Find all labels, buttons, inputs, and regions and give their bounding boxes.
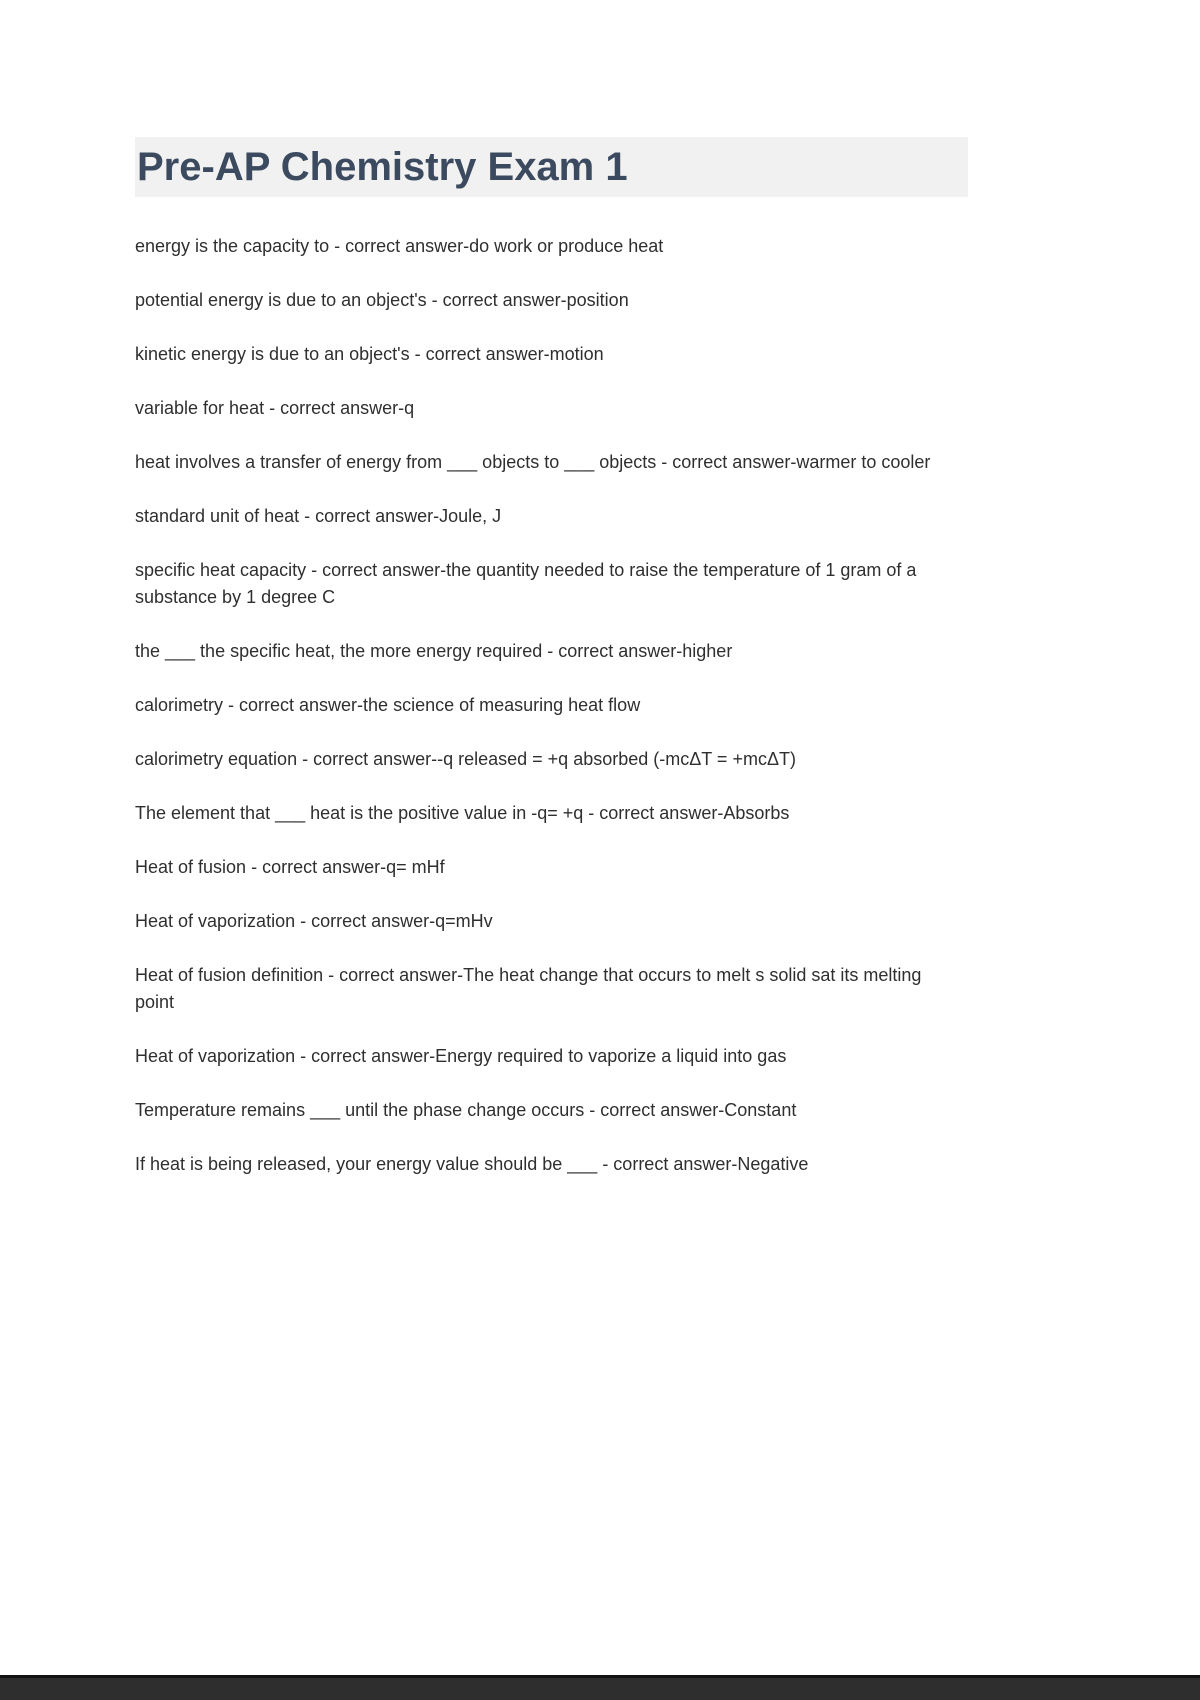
qa-line: standard unit of heat - correct answer-Joule, J [135,506,502,526]
qa-line: variable for heat - correct answer-q [135,398,415,418]
qa-line: potential energy is due to an object's - correct answer-position [135,290,629,310]
qa-line: calorimetry - correct answer-the science of measuring heat flow [135,695,641,715]
qa-line: Heat of vaporization - correct answer-Energy required to vaporize a liquid into gas [135,1046,787,1066]
qa-line: the ___ the specific heat, the more energy required - correct answer-higher [135,641,733,661]
qa-line: The element that ___ heat is the positive value in -q= +q - correct answer-Absorbs [135,803,790,823]
qa-line: specific heat capacity - correct answer-the quantity needed to raise the temperature of 1 gram of a substance by 1 degree C [135,560,917,607]
qa-line: Heat of fusion - correct answer-q= mHf [135,857,445,877]
qa-line: Heat of vaporization - correct answer-q=mHv [135,911,493,931]
qa-line: heat involves a transfer of energy from ___ objects to ___ objects - correct answer-warmer to cooler [135,452,931,472]
document-content [135,0,970,1205]
qa-line: Temperature remains ___ until the phase change occurs - correct answer-Constant [135,1100,797,1120]
qa-line: calorimetry equation - correct answer--q released = +q absorbed (-mcΔT = +mcΔT) [135,749,796,769]
qa-line: If heat is being released, your energy value should be ___ - correct answer-Negative [135,1154,809,1174]
page-title: Pre-AP Chemistry Exam 1 [135,137,968,197]
qa-line: Heat of fusion definition - correct answer-The heat change that occurs to melt s solid sat its melting point [135,965,922,1012]
qa-line: energy is the capacity to - correct answer-do work or produce heat [135,236,664,256]
footer-bar [0,1675,1200,1700]
qa-line: kinetic energy is due to an object's - correct answer-motion [135,344,604,364]
